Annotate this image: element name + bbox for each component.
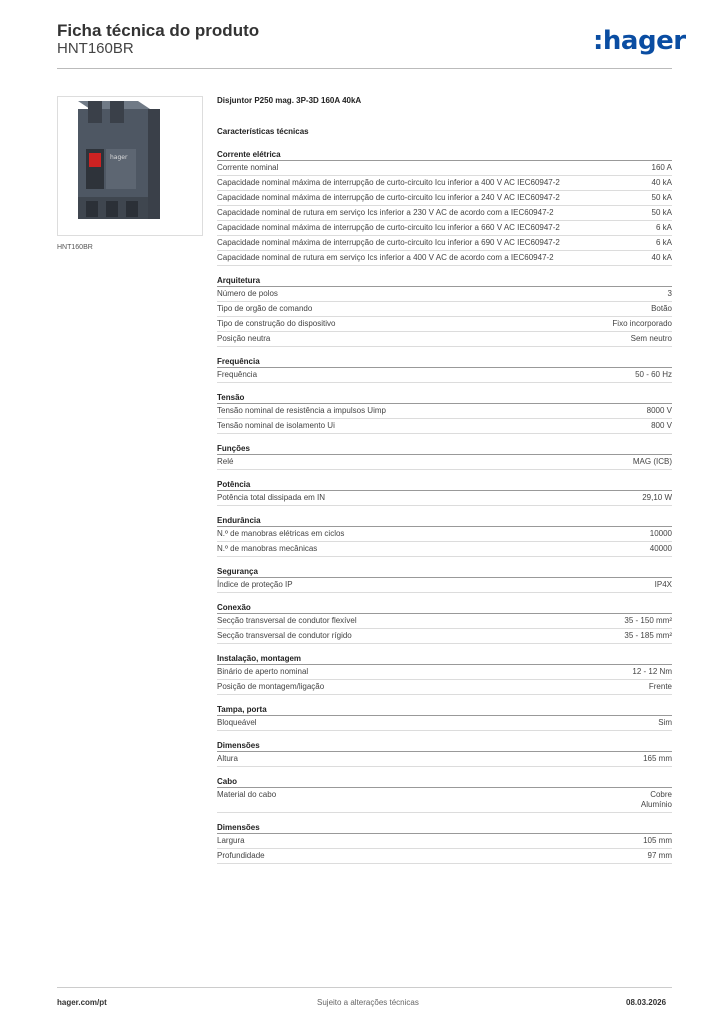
spec-section bbox=[217, 479, 672, 506]
footer-website-link[interactable]: hager.com/pt bbox=[57, 998, 107, 1007]
spec-row bbox=[217, 251, 672, 266]
spec-row bbox=[217, 629, 672, 644]
spec-value: 105 mm bbox=[643, 836, 672, 845]
spec-value: 12 - 12 Nm bbox=[632, 667, 672, 676]
spec-label: Corrente nominal bbox=[217, 163, 279, 172]
spec-row bbox=[217, 332, 672, 347]
spec-row bbox=[217, 161, 672, 176]
page-title: Ficha técnica do produto bbox=[57, 21, 260, 40]
spec-label: Índice de proteção IP bbox=[217, 580, 293, 589]
spec-label: Capacidade nominal máxima de interrupção de curto-circuito Icu inferior a 690 V AC IEC60947-2 bbox=[217, 238, 560, 247]
footer-date: 08.03.2026 bbox=[626, 998, 667, 1007]
spec-label: Tensão nominal de isolamento Ui bbox=[217, 421, 335, 430]
spec-label: Altura bbox=[217, 754, 238, 763]
section-heading: Frequência bbox=[217, 356, 672, 368]
spec-row bbox=[217, 491, 672, 506]
spec-section bbox=[217, 443, 672, 470]
spec-row bbox=[217, 206, 672, 221]
header-divider bbox=[57, 68, 672, 69]
spec-row bbox=[217, 578, 672, 593]
spec-row bbox=[217, 191, 672, 206]
image-caption: HNT160BR bbox=[57, 244, 93, 251]
spec-label: Capacidade nominal máxima de interrupção de curto-circuito Icu inferior a 400 V AC IEC60947-2 bbox=[217, 178, 560, 187]
spec-label: Posição neutra bbox=[217, 334, 271, 343]
spec-row bbox=[217, 542, 672, 557]
spec-section bbox=[217, 653, 672, 695]
spec-row bbox=[217, 221, 672, 236]
spec-section bbox=[217, 776, 672, 813]
spec-section bbox=[217, 149, 672, 266]
section-heading: Tampa, porta bbox=[217, 704, 672, 716]
spec-section bbox=[217, 515, 672, 557]
section-heading: Funções bbox=[217, 443, 672, 455]
spec-value: Sem neutro bbox=[630, 334, 672, 343]
spec-row bbox=[217, 680, 672, 695]
specifications-panel bbox=[217, 96, 672, 864]
spec-label: Profundidade bbox=[217, 851, 265, 860]
product-image bbox=[57, 96, 203, 236]
section-heading: Endurância bbox=[217, 515, 672, 527]
spec-section bbox=[217, 392, 672, 434]
section-heading: Tensão bbox=[217, 392, 672, 404]
spec-value: Sim bbox=[658, 718, 672, 727]
spec-row bbox=[217, 752, 672, 767]
spec-section bbox=[217, 740, 672, 767]
spec-row bbox=[217, 176, 672, 191]
spec-label: Tensão nominal de resistência a impulsos Uimp bbox=[217, 406, 386, 415]
spec-value: 29,10 W bbox=[642, 493, 672, 502]
spec-section bbox=[217, 275, 672, 347]
spec-label: Bloqueável bbox=[217, 718, 257, 727]
spec-label: Potência total dissipada em IN bbox=[217, 493, 326, 502]
spec-section bbox=[217, 356, 672, 383]
spec-section bbox=[217, 602, 672, 644]
spec-row bbox=[217, 788, 672, 813]
spec-value: 50 kA bbox=[651, 193, 672, 202]
spec-value: 35 - 150 mm² bbox=[624, 616, 672, 625]
spec-value: 160 A bbox=[651, 163, 672, 172]
spec-label: Tipo de orgão de comando bbox=[217, 304, 313, 313]
spec-value: 165 mm bbox=[643, 754, 672, 763]
spec-label: Relé bbox=[217, 457, 234, 466]
spec-value: 6 kA bbox=[655, 223, 672, 232]
spec-section bbox=[217, 566, 672, 593]
section-heading: Arquitetura bbox=[217, 275, 672, 287]
spec-value: 50 kA bbox=[651, 208, 672, 217]
spec-value: IP4X bbox=[654, 580, 672, 589]
spec-label: Largura bbox=[217, 836, 245, 845]
spec-row bbox=[217, 834, 672, 849]
circuit-breaker-illustration bbox=[58, 97, 202, 235]
spec-row bbox=[217, 614, 672, 629]
spec-label: Número de polos bbox=[217, 289, 278, 298]
spec-label: Capacidade nominal de rutura em serviço Ics inferior a 230 V AC de acordo com a IEC60947-2 bbox=[217, 208, 554, 217]
spec-label: Posição de montagem/ligação bbox=[217, 682, 325, 691]
spec-row bbox=[217, 849, 672, 864]
spec-value: Botão bbox=[651, 304, 672, 313]
spec-row bbox=[217, 368, 672, 383]
spec-label: Frequência bbox=[217, 370, 258, 379]
section-heading: Dimensões bbox=[217, 740, 672, 752]
spec-value: 6 kA bbox=[655, 238, 672, 247]
spec-label: Binário de aperto nominal bbox=[217, 667, 309, 676]
spec-value: 800 V bbox=[651, 421, 672, 430]
spec-label: Material do cabo bbox=[217, 790, 277, 799]
footer-divider bbox=[57, 987, 672, 988]
spec-value: 8000 V bbox=[646, 406, 672, 415]
product-title: Disjuntor P250 mag. 3P-3D 160A 40kA bbox=[217, 96, 362, 105]
spec-row bbox=[217, 665, 672, 680]
spec-value: 3 bbox=[667, 289, 672, 298]
spec-value: 40 kA bbox=[651, 253, 672, 262]
section-heading: Corrente elétrica bbox=[217, 149, 672, 161]
spec-row bbox=[217, 317, 672, 332]
spec-row bbox=[217, 527, 672, 542]
spec-row bbox=[217, 404, 672, 419]
spec-sections bbox=[217, 149, 672, 864]
section-heading: Cabo bbox=[217, 776, 672, 788]
section-heading: Segurança bbox=[217, 566, 672, 578]
spec-value: 40000 bbox=[649, 544, 672, 553]
spec-row bbox=[217, 419, 672, 434]
spec-section bbox=[217, 822, 672, 864]
spec-value: Frente bbox=[648, 682, 672, 691]
spec-row bbox=[217, 455, 672, 470]
spec-value: Cobre Alumínio bbox=[640, 790, 672, 809]
spec-row bbox=[217, 287, 672, 302]
technical-characteristics-heading: Características técnicas bbox=[217, 127, 309, 136]
spec-row bbox=[217, 716, 672, 731]
spec-label: N.º de manobras mecânicas bbox=[217, 544, 318, 553]
spec-label: Capacidade nominal de rutura em serviço Ics inferior a 400 V AC de acordo com a IEC60947-2 bbox=[217, 253, 554, 262]
spec-value: 97 mm bbox=[647, 851, 672, 860]
spec-label: Secção transversal de condutor flexível bbox=[217, 616, 357, 625]
spec-label: Capacidade nominal máxima de interrupção de curto-circuito Icu inferior a 240 V AC IEC60947-2 bbox=[217, 193, 560, 202]
spec-value: 10000 bbox=[649, 529, 672, 538]
spec-label: Tipo de construção do dispositivo bbox=[217, 319, 336, 328]
footer-disclaimer: Sujeito a alterações técnicas bbox=[317, 998, 419, 1007]
spec-row bbox=[217, 236, 672, 251]
section-heading: Dimensões bbox=[217, 822, 672, 834]
spec-label: Secção transversal de condutor rígido bbox=[217, 631, 352, 640]
spec-value: 40 kA bbox=[651, 178, 672, 187]
product-code: HNT160BR bbox=[57, 40, 134, 57]
spec-value: MAG (ICB) bbox=[632, 457, 672, 466]
spec-label: N.º de manobras elétricas em ciclos bbox=[217, 529, 345, 538]
spec-value: 50 - 60 Hz bbox=[635, 370, 672, 379]
spec-value: Fixo incorporado bbox=[612, 319, 672, 328]
spec-value: 35 - 185 mm² bbox=[624, 631, 672, 640]
spec-label: Capacidade nominal máxima de interrupção de curto-circuito Icu inferior a 660 V AC IEC60947-2 bbox=[217, 223, 560, 232]
spec-row bbox=[217, 302, 672, 317]
section-heading: Conexão bbox=[217, 602, 672, 614]
section-heading: Potência bbox=[217, 479, 672, 491]
svg-text:hager: hager bbox=[110, 154, 128, 161]
hager-logo: :hager bbox=[593, 26, 686, 56]
spec-section bbox=[217, 704, 672, 731]
section-heading: Instalação, montagem bbox=[217, 653, 672, 665]
